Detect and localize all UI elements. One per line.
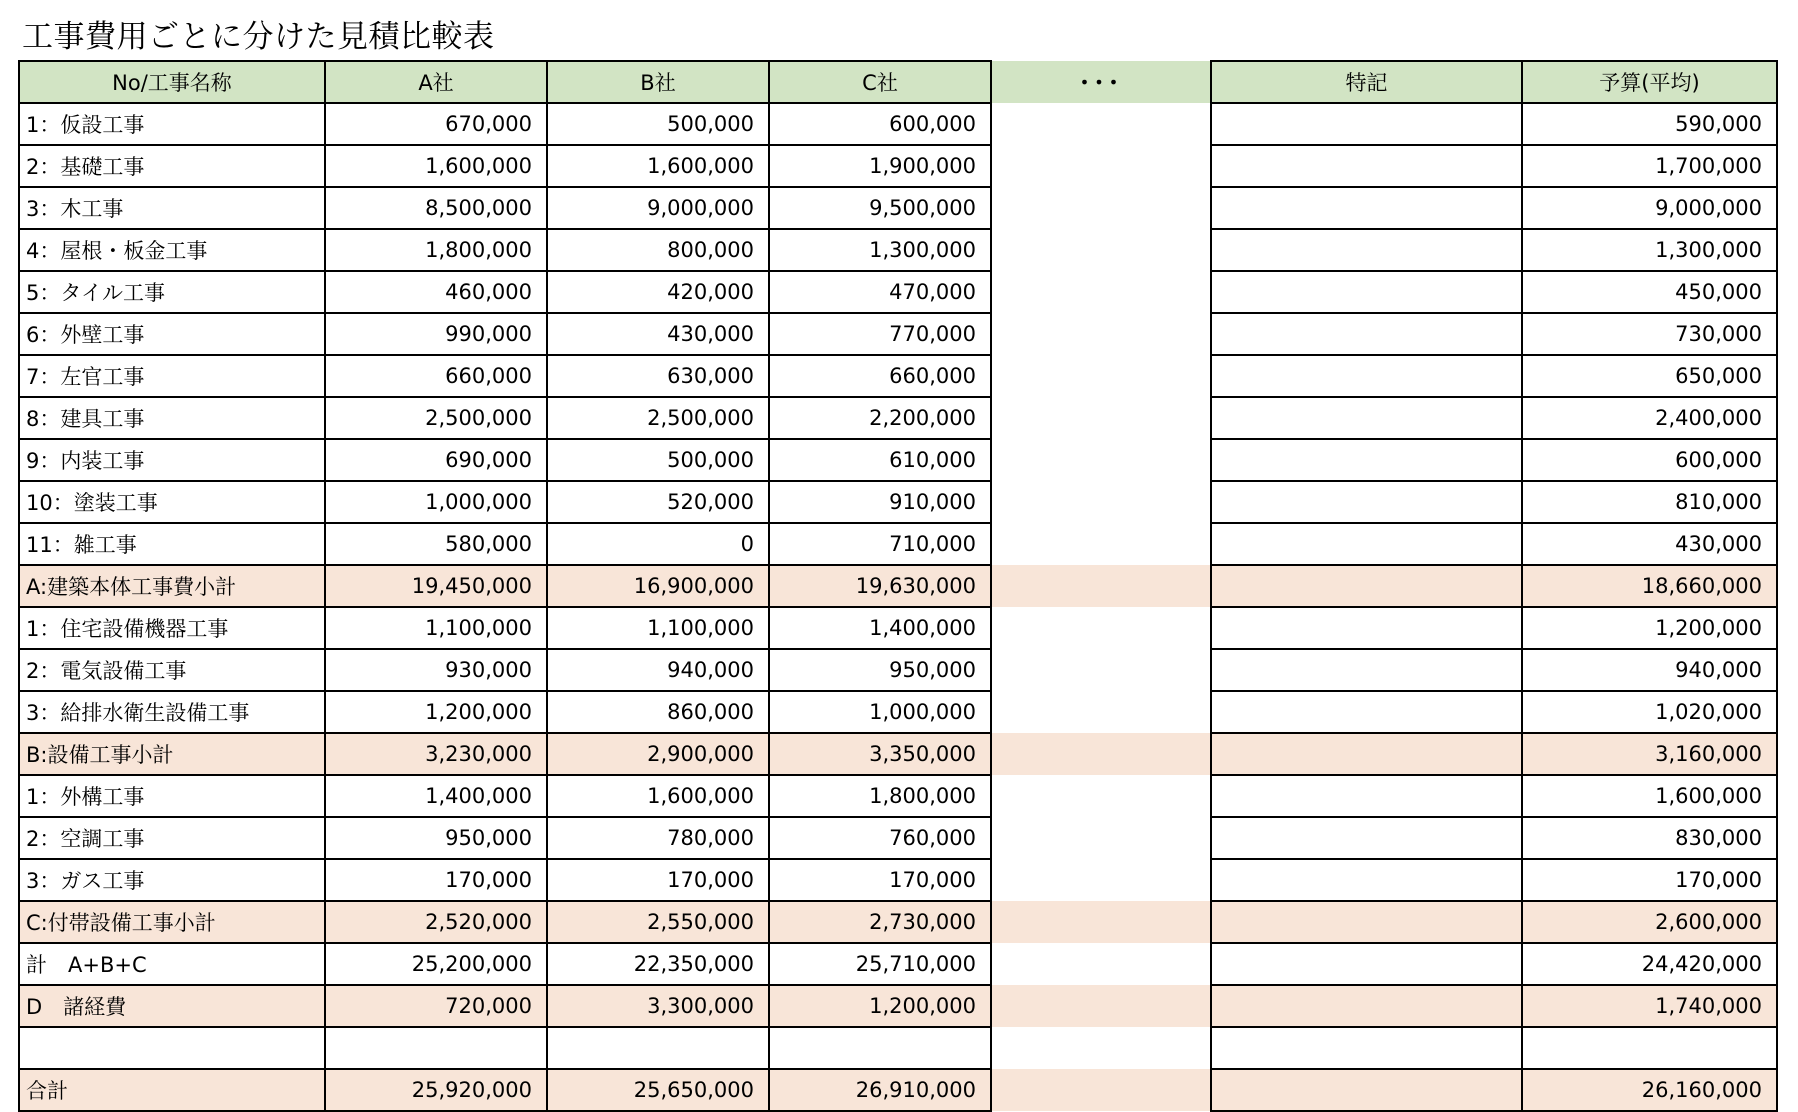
cell-company-c[interactable]: 26,910,000 bbox=[769, 1069, 991, 1111]
cell-name[interactable]: C:付帯設備工事小計 bbox=[19, 901, 325, 943]
cell-company-b[interactable]: 860,000 bbox=[547, 691, 769, 733]
table-body bbox=[19, 103, 1777, 1111]
cell-company-a[interactable]: 1,800,000 bbox=[325, 229, 547, 271]
cell-company-a[interactable]: 25,200,000 bbox=[325, 943, 547, 985]
cell-company-a[interactable]: 990,000 bbox=[325, 313, 547, 355]
table-row bbox=[19, 481, 1777, 523]
table-row bbox=[19, 355, 1777, 397]
cell-company-b[interactable]: 800,000 bbox=[547, 229, 769, 271]
cell-notes[interactable] bbox=[1211, 229, 1522, 271]
cell-notes[interactable] bbox=[1211, 145, 1522, 187]
cell-name[interactable]: 11：雑工事 bbox=[19, 523, 325, 565]
cell-company-c[interactable] bbox=[769, 1027, 991, 1069]
cell-name[interactable]: 10：塗装工事 bbox=[19, 481, 325, 523]
cell-budget-average[interactable] bbox=[1522, 1027, 1777, 1069]
cell-notes[interactable] bbox=[1211, 775, 1522, 817]
cell-company-a[interactable]: 2,520,000 bbox=[325, 901, 547, 943]
cell-budget-average[interactable]: 2,600,000 bbox=[1522, 901, 1777, 943]
cell-company-a[interactable]: 690,000 bbox=[325, 439, 547, 481]
cell-company-a[interactable]: 3,230,000 bbox=[325, 733, 547, 775]
header-cell-name[interactable]: No/工事名称 bbox=[19, 61, 325, 103]
cell-company-b[interactable]: 1,600,000 bbox=[547, 775, 769, 817]
table-row bbox=[19, 775, 1777, 817]
cell-budget-average[interactable]: 1,300,000 bbox=[1522, 229, 1777, 271]
table-row bbox=[19, 649, 1777, 691]
table-row bbox=[19, 145, 1777, 187]
cell-company-c[interactable]: 25,710,000 bbox=[769, 943, 991, 985]
cell-name[interactable]: 計 A+B+C bbox=[19, 943, 325, 985]
cell-budget-average[interactable]: 590,000 bbox=[1522, 103, 1777, 145]
cell-ellipsis[interactable] bbox=[991, 229, 1211, 271]
cell-name[interactable]: D 諸経費 bbox=[19, 985, 325, 1027]
cell-name[interactable]: 1：住宅設備機器工事 bbox=[19, 607, 325, 649]
cell-company-c[interactable]: 170,000 bbox=[769, 859, 991, 901]
cell-ellipsis[interactable] bbox=[991, 481, 1211, 523]
cell-company-a[interactable]: 1,100,000 bbox=[325, 607, 547, 649]
cell-company-a[interactable]: 660,000 bbox=[325, 355, 547, 397]
table-row bbox=[19, 103, 1777, 145]
cell-company-c[interactable]: 1,400,000 bbox=[769, 607, 991, 649]
cell-company-c[interactable]: 1,900,000 bbox=[769, 145, 991, 187]
cell-company-c[interactable]: 470,000 bbox=[769, 271, 991, 313]
cell-ellipsis[interactable] bbox=[991, 607, 1211, 649]
cell-company-b[interactable]: 1,100,000 bbox=[547, 607, 769, 649]
cell-company-c[interactable]: 1,300,000 bbox=[769, 229, 991, 271]
cell-company-a[interactable]: 460,000 bbox=[325, 271, 547, 313]
cell-company-c[interactable]: 910,000 bbox=[769, 481, 991, 523]
cell-company-b[interactable] bbox=[547, 1027, 769, 1069]
cell-company-b[interactable]: 3,300,000 bbox=[547, 985, 769, 1027]
cell-company-b[interactable]: 170,000 bbox=[547, 859, 769, 901]
cell-company-a[interactable]: 1,200,000 bbox=[325, 691, 547, 733]
cell-budget-average[interactable]: 1,200,000 bbox=[1522, 607, 1777, 649]
estimate-comparison-table bbox=[18, 60, 1778, 1112]
table-row bbox=[19, 943, 1777, 985]
table-row bbox=[19, 229, 1777, 271]
cell-company-b[interactable]: 2,900,000 bbox=[547, 733, 769, 775]
cell-company-c[interactable]: 760,000 bbox=[769, 817, 991, 859]
cell-company-b[interactable]: 2,550,000 bbox=[547, 901, 769, 943]
table-row bbox=[19, 607, 1777, 649]
cell-company-a[interactable]: 2,500,000 bbox=[325, 397, 547, 439]
cell-company-a[interactable] bbox=[325, 1027, 547, 1069]
cell-company-c[interactable]: 710,000 bbox=[769, 523, 991, 565]
cell-budget-average[interactable]: 430,000 bbox=[1522, 523, 1777, 565]
cell-ellipsis[interactable] bbox=[991, 355, 1211, 397]
cell-ellipsis[interactable] bbox=[991, 1027, 1211, 1069]
cell-notes[interactable] bbox=[1211, 733, 1522, 775]
cell-name[interactable] bbox=[19, 1027, 325, 1069]
cell-name[interactable]: 2：電気設備工事 bbox=[19, 649, 325, 691]
cell-company-b[interactable]: 520,000 bbox=[547, 481, 769, 523]
cell-company-b[interactable]: 420,000 bbox=[547, 271, 769, 313]
cell-name[interactable]: A:建築本体工事費小計 bbox=[19, 565, 325, 607]
cell-company-b[interactable]: 0 bbox=[547, 523, 769, 565]
cell-ellipsis[interactable] bbox=[991, 901, 1211, 943]
cell-company-a[interactable]: 670,000 bbox=[325, 103, 547, 145]
cell-name[interactable]: 2：基礎工事 bbox=[19, 145, 325, 187]
table-row bbox=[19, 691, 1777, 733]
cell-company-c[interactable]: 19,630,000 bbox=[769, 565, 991, 607]
cell-company-c[interactable]: 1,000,000 bbox=[769, 691, 991, 733]
cell-company-c[interactable]: 1,800,000 bbox=[769, 775, 991, 817]
cell-company-a[interactable]: 950,000 bbox=[325, 817, 547, 859]
header-cell-company-a[interactable]: A社 bbox=[325, 61, 547, 103]
cell-company-c[interactable]: 660,000 bbox=[769, 355, 991, 397]
cell-budget-average[interactable]: 600,000 bbox=[1522, 439, 1777, 481]
cell-company-c[interactable]: 9,500,000 bbox=[769, 187, 991, 229]
cell-notes[interactable] bbox=[1211, 1069, 1522, 1111]
cell-budget-average[interactable]: 1,740,000 bbox=[1522, 985, 1777, 1027]
cell-notes[interactable] bbox=[1211, 943, 1522, 985]
cell-notes[interactable] bbox=[1211, 313, 1522, 355]
cell-notes[interactable] bbox=[1211, 817, 1522, 859]
cell-ellipsis[interactable] bbox=[991, 523, 1211, 565]
header-cell-company-c[interactable]: C社 bbox=[769, 61, 991, 103]
cell-name[interactable]: 7：左官工事 bbox=[19, 355, 325, 397]
cell-notes[interactable] bbox=[1211, 691, 1522, 733]
cell-name[interactable]: 3：木工事 bbox=[19, 187, 325, 229]
cell-ellipsis[interactable] bbox=[991, 859, 1211, 901]
blank-row bbox=[19, 1027, 1777, 1069]
cell-budget-average[interactable]: 1,700,000 bbox=[1522, 145, 1777, 187]
table-row bbox=[19, 859, 1777, 901]
cell-notes[interactable] bbox=[1211, 649, 1522, 691]
subtotal-row bbox=[19, 985, 1777, 1027]
cell-company-c[interactable]: 1,200,000 bbox=[769, 985, 991, 1027]
cell-budget-average[interactable]: 3,160,000 bbox=[1522, 733, 1777, 775]
cell-company-b[interactable]: 430,000 bbox=[547, 313, 769, 355]
cell-company-b[interactable]: 630,000 bbox=[547, 355, 769, 397]
cell-name[interactable]: 6：外壁工事 bbox=[19, 313, 325, 355]
cell-company-b[interactable]: 25,650,000 bbox=[547, 1069, 769, 1111]
subtotal-row bbox=[19, 733, 1777, 775]
cell-ellipsis[interactable] bbox=[991, 943, 1211, 985]
cell-company-b[interactable]: 500,000 bbox=[547, 103, 769, 145]
cell-company-b[interactable]: 780,000 bbox=[547, 817, 769, 859]
cell-budget-average[interactable]: 810,000 bbox=[1522, 481, 1777, 523]
cell-company-a[interactable]: 1,000,000 bbox=[325, 481, 547, 523]
cell-company-a[interactable]: 930,000 bbox=[325, 649, 547, 691]
table-row bbox=[19, 439, 1777, 481]
cell-name[interactable]: 5：タイル工事 bbox=[19, 271, 325, 313]
cell-budget-average[interactable]: 18,660,000 bbox=[1522, 565, 1777, 607]
cell-name[interactable]: 1：外構工事 bbox=[19, 775, 325, 817]
cell-company-c[interactable]: 950,000 bbox=[769, 649, 991, 691]
cell-budget-average[interactable]: 1,600,000 bbox=[1522, 775, 1777, 817]
cell-notes[interactable] bbox=[1211, 565, 1522, 607]
cell-notes[interactable] bbox=[1211, 271, 1522, 313]
cell-budget-average[interactable]: 9,000,000 bbox=[1522, 187, 1777, 229]
cell-budget-average[interactable]: 940,000 bbox=[1522, 649, 1777, 691]
cell-ellipsis[interactable] bbox=[991, 775, 1211, 817]
cell-company-c[interactable]: 2,200,000 bbox=[769, 397, 991, 439]
cell-notes[interactable] bbox=[1211, 481, 1522, 523]
cell-budget-average[interactable]: 24,420,000 bbox=[1522, 943, 1777, 985]
cell-company-a[interactable]: 170,000 bbox=[325, 859, 547, 901]
cell-company-b[interactable]: 22,350,000 bbox=[547, 943, 769, 985]
cell-notes[interactable] bbox=[1211, 1027, 1522, 1069]
header-row bbox=[19, 61, 1777, 103]
table-row bbox=[19, 313, 1777, 355]
cell-company-a[interactable]: 8,500,000 bbox=[325, 187, 547, 229]
cell-company-c[interactable]: 600,000 bbox=[769, 103, 991, 145]
cell-notes[interactable] bbox=[1211, 901, 1522, 943]
cell-notes[interactable] bbox=[1211, 355, 1522, 397]
cell-company-a[interactable]: 19,450,000 bbox=[325, 565, 547, 607]
cell-name[interactable]: 9：内装工事 bbox=[19, 439, 325, 481]
cell-notes[interactable] bbox=[1211, 607, 1522, 649]
subtotal-row bbox=[19, 901, 1777, 943]
cell-name[interactable]: 3：給排水衛生設備工事 bbox=[19, 691, 325, 733]
header-cell-budget-average[interactable]: 予算(平均) bbox=[1522, 61, 1777, 103]
cell-company-c[interactable]: 3,350,000 bbox=[769, 733, 991, 775]
cell-name[interactable]: 4：屋根・板金工事 bbox=[19, 229, 325, 271]
cell-name[interactable]: 8：建具工事 bbox=[19, 397, 325, 439]
cell-company-b[interactable]: 2,500,000 bbox=[547, 397, 769, 439]
cell-company-c[interactable]: 610,000 bbox=[769, 439, 991, 481]
cell-company-a[interactable]: 720,000 bbox=[325, 985, 547, 1027]
cell-budget-average[interactable]: 830,000 bbox=[1522, 817, 1777, 859]
cell-company-b[interactable]: 1,600,000 bbox=[547, 145, 769, 187]
cell-ellipsis[interactable] bbox=[991, 439, 1211, 481]
header-cell-notes[interactable]: 特記 bbox=[1211, 61, 1522, 103]
cell-budget-average[interactable]: 2,400,000 bbox=[1522, 397, 1777, 439]
cell-ellipsis[interactable] bbox=[991, 145, 1211, 187]
cell-ellipsis[interactable] bbox=[991, 103, 1211, 145]
cell-ellipsis[interactable] bbox=[991, 1069, 1211, 1111]
table-row bbox=[19, 397, 1777, 439]
cell-budget-average[interactable]: 650,000 bbox=[1522, 355, 1777, 397]
subtotal-row bbox=[19, 1069, 1777, 1111]
cell-ellipsis[interactable] bbox=[991, 985, 1211, 1027]
cell-ellipsis[interactable] bbox=[991, 313, 1211, 355]
cell-ellipsis[interactable] bbox=[991, 649, 1211, 691]
cell-notes[interactable] bbox=[1211, 985, 1522, 1027]
cell-company-a[interactable]: 25,920,000 bbox=[325, 1069, 547, 1111]
cell-ellipsis[interactable] bbox=[991, 187, 1211, 229]
cell-name[interactable]: 合計 bbox=[19, 1069, 325, 1111]
header-cell-company-b[interactable]: B社 bbox=[547, 61, 769, 103]
sheet-title: 工事費用ごとに分けた見積比較表 bbox=[22, 19, 495, 55]
cell-company-a[interactable]: 1,400,000 bbox=[325, 775, 547, 817]
cell-ellipsis[interactable] bbox=[991, 397, 1211, 439]
cell-notes[interactable] bbox=[1211, 439, 1522, 481]
header-cell-ellipsis[interactable]: ･･･ bbox=[991, 61, 1211, 103]
cell-budget-average[interactable]: 450,000 bbox=[1522, 271, 1777, 313]
cell-notes[interactable] bbox=[1211, 859, 1522, 901]
cell-company-c[interactable]: 770,000 bbox=[769, 313, 991, 355]
table-row bbox=[19, 817, 1777, 859]
cell-company-b[interactable]: 500,000 bbox=[547, 439, 769, 481]
cell-ellipsis[interactable] bbox=[991, 733, 1211, 775]
cell-budget-average[interactable]: 26,160,000 bbox=[1522, 1069, 1777, 1111]
cell-ellipsis[interactable] bbox=[991, 565, 1211, 607]
cell-budget-average[interactable]: 170,000 bbox=[1522, 859, 1777, 901]
cell-company-a[interactable]: 1,600,000 bbox=[325, 145, 547, 187]
cell-company-c[interactable]: 2,730,000 bbox=[769, 901, 991, 943]
cell-budget-average[interactable]: 1,020,000 bbox=[1522, 691, 1777, 733]
cell-name[interactable]: 2：空調工事 bbox=[19, 817, 325, 859]
cell-ellipsis[interactable] bbox=[991, 271, 1211, 313]
cell-budget-average[interactable]: 730,000 bbox=[1522, 313, 1777, 355]
cell-company-b[interactable]: 940,000 bbox=[547, 649, 769, 691]
cell-company-a[interactable]: 580,000 bbox=[325, 523, 547, 565]
cell-name[interactable]: B:設備工事小計 bbox=[19, 733, 325, 775]
cell-name[interactable]: 3：ガス工事 bbox=[19, 859, 325, 901]
cell-notes[interactable] bbox=[1211, 397, 1522, 439]
cell-notes[interactable] bbox=[1211, 103, 1522, 145]
cell-notes[interactable] bbox=[1211, 187, 1522, 229]
cell-ellipsis[interactable] bbox=[991, 691, 1211, 733]
cell-ellipsis[interactable] bbox=[991, 817, 1211, 859]
table-row bbox=[19, 187, 1777, 229]
cell-company-b[interactable]: 16,900,000 bbox=[547, 565, 769, 607]
subtotal-row bbox=[19, 565, 1777, 607]
table-row bbox=[19, 523, 1777, 565]
table-row bbox=[19, 271, 1777, 313]
cell-name[interactable]: 1：仮設工事 bbox=[19, 103, 325, 145]
cell-company-b[interactable]: 9,000,000 bbox=[547, 187, 769, 229]
cell-notes[interactable] bbox=[1211, 523, 1522, 565]
